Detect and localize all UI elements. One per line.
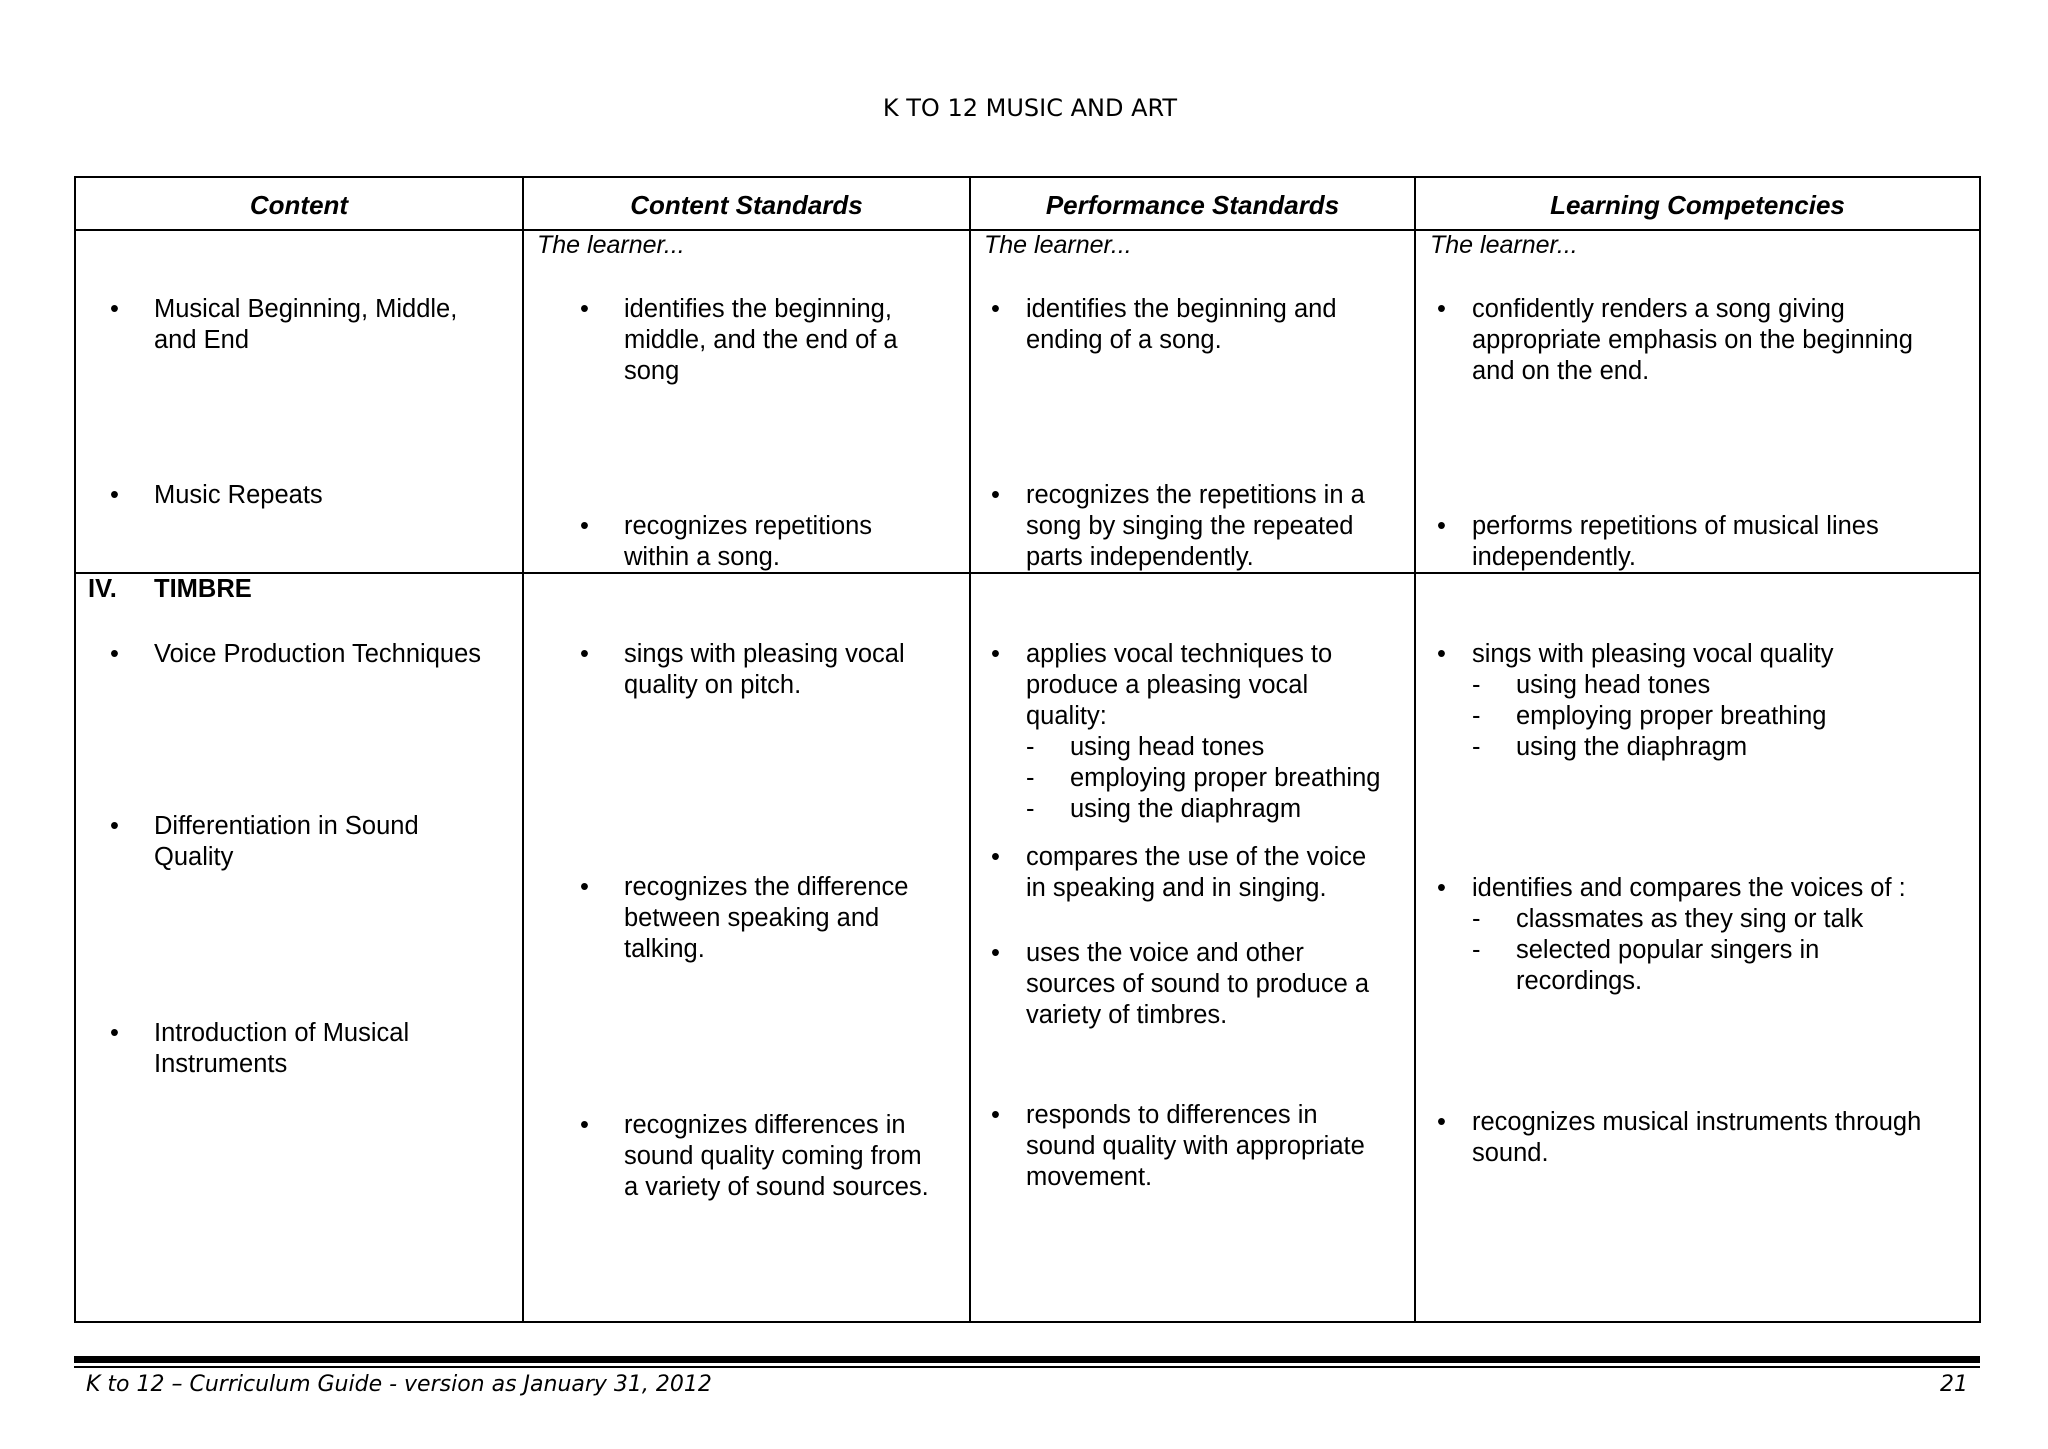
sub-list-item-text: employing proper breathing: [1070, 764, 1381, 792]
bullet-icon: •: [991, 640, 1000, 668]
row1-learning-competencies-cell: [1437, 294, 1913, 573]
list-item: [991, 294, 1365, 356]
list-item: [991, 639, 1380, 825]
bullet-icon: •: [1437, 512, 1446, 540]
bullet-icon: •: [1437, 874, 1446, 902]
list-item-text: movement.: [1026, 1163, 1153, 1191]
row1-content-standards-cell: [580, 294, 898, 573]
header-content-standards: Content Standards: [630, 190, 863, 220]
list-item-text: Music Repeats: [154, 481, 323, 509]
footer-rule-thick: [74, 1356, 1980, 1363]
dash-marker: -: [1026, 795, 1035, 823]
row2-content-cell: [110, 639, 481, 1080]
list-item-text: uses the voice and other: [1026, 939, 1304, 967]
list-item-text: and on the end.: [1472, 357, 1650, 385]
table-col-divider-2: [969, 176, 971, 1323]
list-item-text: quality on pitch.: [624, 671, 802, 699]
list-item: [1437, 1107, 1921, 1169]
sub-list-item-text: using head tones: [1516, 671, 1711, 699]
list-item: [991, 1100, 1380, 1193]
bullet-icon: •: [110, 640, 119, 668]
list-item: [110, 1018, 481, 1080]
dash-marker: -: [1472, 702, 1481, 730]
header-content: Content: [249, 190, 349, 220]
bullet-icon: •: [580, 640, 589, 668]
list-item-text: recognizes the difference: [624, 873, 909, 901]
list-item: [110, 811, 481, 873]
bullet-icon: •: [110, 812, 119, 840]
list-item: [580, 872, 929, 965]
bullet-icon: •: [580, 295, 589, 323]
dash-marker: -: [1472, 905, 1481, 933]
sub-list-item-text: employing proper breathing: [1516, 702, 1827, 730]
bullet-icon: •: [1437, 295, 1446, 323]
sub-list-item: [1437, 701, 1921, 732]
bullet-icon: •: [1437, 640, 1446, 668]
list-item: [1437, 873, 1921, 997]
sub-list-item: [1437, 732, 1921, 763]
table-border-top: [74, 176, 1981, 178]
list-item-text: independently.: [1472, 543, 1636, 571]
list-item: [991, 938, 1380, 1031]
list-item: [580, 639, 929, 701]
list-item-text: compares the use of the voice: [1026, 843, 1367, 871]
list-item: [1437, 511, 1913, 573]
bullet-icon: •: [110, 1019, 119, 1047]
list-item-text: a variety of sound sources.: [624, 1173, 929, 1201]
table-col-divider-1: [522, 176, 524, 1323]
list-item-text: sound.: [1472, 1139, 1549, 1167]
dash-marker: -: [1472, 936, 1481, 964]
row2-content-standards-cell: [580, 639, 929, 1203]
sub-list-item-text: using the diaphragm: [1070, 795, 1302, 823]
list-item-text: and End: [154, 326, 250, 354]
list-item-text: sound quality with appropriate: [1026, 1132, 1365, 1160]
footer-page-number: 21: [1940, 1372, 1968, 1397]
learner-label-learning-competencies: The learner...: [1430, 231, 1578, 259]
list-item-text: middle, and the end of a: [624, 326, 898, 354]
sub-list-item: [1437, 904, 1921, 935]
sub-list-item-text: using the diaphragm: [1516, 733, 1748, 761]
list-item-text: produce a pleasing vocal: [1026, 671, 1309, 699]
sub-list-item-text: recordings.: [1516, 967, 1643, 995]
list-item-text: Instruments: [154, 1050, 288, 1078]
list-item-text: between speaking and: [624, 904, 880, 932]
list-item-text: performs repetitions of musical lines: [1472, 512, 1879, 540]
list-item-text: song by singing the repeated: [1026, 512, 1354, 540]
dash-marker: -: [1472, 671, 1481, 699]
sub-list-item-text: using head tones: [1070, 733, 1265, 761]
footer-version-text: K to 12 – Curriculum Guide - version as January 31, 2012: [86, 1372, 712, 1397]
row2-learning-competencies-cell: [1437, 639, 1921, 1169]
list-item-text: responds to differences in: [1026, 1101, 1318, 1129]
list-item-text: song: [624, 357, 680, 385]
list-item-text: Quality: [154, 843, 234, 871]
list-item-text: appropriate emphasis on the beginning: [1472, 326, 1913, 354]
sub-list-item: [991, 763, 1380, 794]
list-item-text: applies vocal techniques to: [1026, 640, 1333, 668]
list-item-text: sings with pleasing vocal: [624, 640, 905, 668]
list-item-text: within a song.: [624, 543, 780, 571]
list-item: [991, 480, 1365, 573]
list-item-text: sings with pleasing vocal quality: [1472, 640, 1834, 668]
list-item-text: identifies and compares the voices of :: [1472, 874, 1906, 902]
learner-label-performance-standards: The learner...: [984, 231, 1132, 259]
header-performance-standards: Performance Standards: [1045, 190, 1340, 220]
dash-marker: -: [1026, 764, 1035, 792]
bullet-icon: •: [580, 873, 589, 901]
list-item-text: ending of a song.: [1026, 326, 1222, 354]
dash-marker: -: [1472, 733, 1481, 761]
list-item-text: Musical Beginning, Middle,: [154, 295, 458, 323]
row1-performance-standards-cell: [991, 294, 1365, 573]
list-item-text: parts independently.: [1026, 543, 1254, 571]
bullet-icon: •: [110, 481, 119, 509]
list-item-text: sources of sound to produce a: [1026, 970, 1370, 998]
bullet-icon: •: [991, 481, 1000, 509]
list-item-text: recognizes differences in: [624, 1111, 906, 1139]
bullet-icon: •: [991, 843, 1000, 871]
dash-marker: -: [1026, 733, 1035, 761]
bullet-icon: •: [991, 295, 1000, 323]
bullet-icon: •: [580, 1111, 589, 1139]
section-number: IV.: [88, 575, 117, 603]
list-item-text: in speaking and in singing.: [1026, 874, 1327, 902]
list-item: [580, 511, 898, 573]
list-item-text: Voice Production Techniques: [154, 640, 482, 668]
bullet-icon: •: [991, 1101, 1000, 1129]
list-item-text: recognizes repetitions: [624, 512, 873, 540]
list-item-text: talking.: [624, 935, 705, 963]
list-item-text: Introduction of Musical: [154, 1019, 410, 1047]
sub-list-item-text: selected popular singers in: [1516, 936, 1820, 964]
list-item-text: recognizes the repetitions in a: [1026, 481, 1365, 509]
list-item: [110, 480, 457, 511]
list-item-text: identifies the beginning and: [1026, 295, 1337, 323]
header-learning-competencies: Learning Competencies: [1550, 190, 1845, 220]
list-item-text: identifies the beginning,: [624, 295, 892, 323]
list-item-text: confidently renders a song giving: [1472, 295, 1845, 323]
sub-list-item: [1437, 935, 1921, 997]
row2-performance-standards-cell: [991, 639, 1380, 1193]
list-item: [110, 294, 457, 356]
bullet-icon: •: [110, 295, 119, 323]
section-title: TIMBRE: [154, 575, 252, 603]
bullet-icon: •: [580, 512, 589, 540]
learner-label-content-standards: The learner...: [537, 231, 685, 259]
row1-content-cell: [110, 294, 457, 511]
list-item: [580, 294, 898, 387]
page-title: K TO 12 MUSIC AND ART: [882, 94, 1178, 122]
sub-list-item: [1437, 670, 1921, 701]
table-border-bottom: [74, 1321, 1981, 1323]
sub-list-item: [991, 794, 1380, 825]
list-item-text: variety of timbres.: [1026, 1001, 1228, 1029]
sub-list-item: [991, 732, 1380, 763]
table-border-left: [74, 176, 76, 1323]
table-col-divider-3: [1414, 176, 1416, 1323]
list-item-text: sound quality coming from: [624, 1142, 922, 1170]
bullet-icon: •: [991, 939, 1000, 967]
list-item-text: Differentiation in Sound: [154, 812, 419, 840]
list-item: [1437, 639, 1921, 763]
sub-list-item-text: classmates as they sing or talk: [1516, 905, 1864, 933]
bullet-icon: •: [1437, 1108, 1446, 1136]
list-item: [991, 842, 1380, 904]
table-border-right: [1979, 176, 1981, 1323]
list-item: [110, 639, 481, 670]
list-item: [580, 1110, 929, 1203]
list-item-text: recognizes musical instruments through: [1472, 1108, 1922, 1136]
list-item-text: quality:: [1026, 702, 1107, 730]
list-item: [1437, 294, 1913, 387]
